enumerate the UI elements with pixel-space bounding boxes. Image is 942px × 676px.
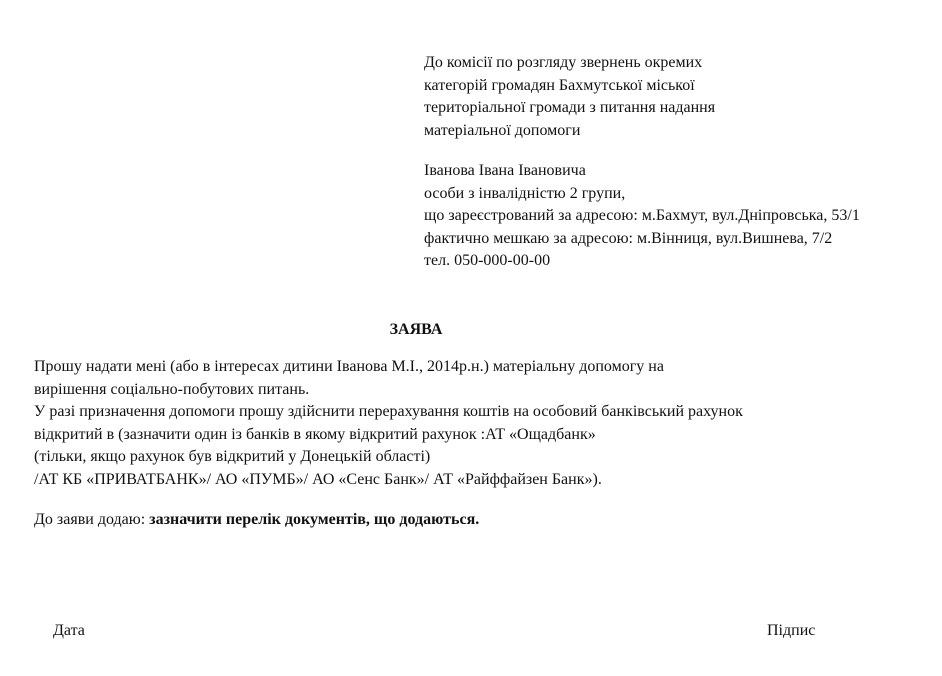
addressee-line: категорій громадян Бахмутської міської: [424, 76, 695, 94]
signature-label: Підпис: [767, 622, 816, 639]
sender-phone: тел. 050-000-00-00: [424, 252, 551, 269]
sender-name: Іванова Івана Івановича: [424, 162, 586, 179]
addressee-block: [424, 52, 715, 142]
document-title: ЗАЯВА: [389, 321, 443, 338]
attachments-line: [34, 509, 479, 531]
date-label: Дата: [53, 622, 85, 639]
attachments-label: До заяви додаю:: [34, 511, 150, 528]
sender-registered-address: що зареєстрований за адресою: м.Бахмут, вул.Дніпровська, 53/1: [424, 207, 860, 224]
body-line: відкритий в (зазначити один із банків в якому відкритий рахунок :АТ «Ощадбанк»: [34, 425, 596, 443]
body-line: (тільки, якщо рахунок був відкритий у Донецькій області): [34, 448, 431, 465]
sender-block: [424, 160, 860, 273]
body-line: /АТ КБ «ПРИВАТБАНК»/ АО «ПУМБ»/ АО «Сенс Банк»/ АТ «Райффайзен Банк»).: [34, 470, 602, 488]
sender-status: особи з інвалідністю 2 групи,: [424, 184, 626, 202]
addressee-line: матеріальної допомоги: [424, 121, 581, 139]
body-line: Прошу надати мені (або в інтересах дитини Іванова М.І., 2014р.н.) матеріальну допомогу на: [34, 358, 664, 375]
request-body: [34, 356, 743, 491]
body-line: вирішення соціально-побутових питань.: [34, 380, 310, 398]
addressee-line: До комісії по розгляду звернень окремих: [424, 54, 703, 71]
body-line: У разі призначення допомоги прошу здійснити перерахування коштів на особовий банківський рахунок: [34, 403, 743, 420]
attachments-instruction: зазначити перелік документів, що додаються.: [149, 511, 480, 528]
addressee-line: територіальної громади з питання надання: [424, 99, 716, 116]
sender-actual-address: фактично мешкаю за адресою: м.Вінниця, вул.Вишнева, 7/2: [424, 229, 833, 247]
